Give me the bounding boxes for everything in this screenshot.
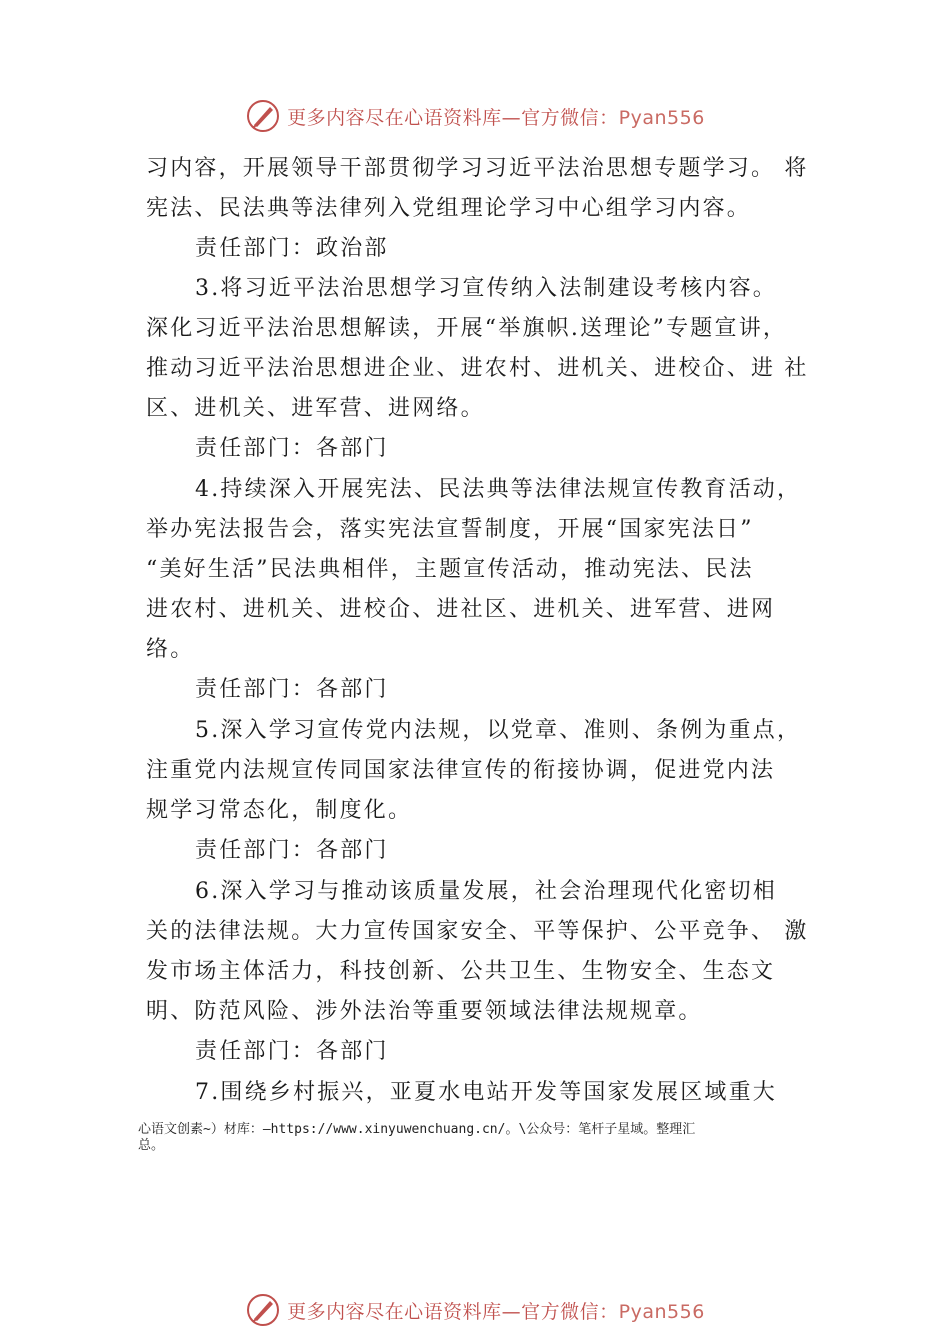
header-banner [0,96,950,136]
document-body [146,149,811,1113]
item-heading-7: 7.围绕乡村振兴，亚夏水电站开发等国家发展区域重大 [195,1080,777,1105]
responsible-dept-line: 责任部门：各部门 [195,677,389,702]
body-line: 推动习近平法治思想进企业、进农村、进机关、进校仚、进 社 [146,356,809,381]
body-line: 进农村、进机关、进校仚、进社区、进机关、进军营、进网 [146,597,776,622]
item-heading-3: 3.将习近平法治思想学习宣传纳入法制建设考核内容。 [195,276,777,301]
body-line: “美好生活”民法典相伴，主题宣传活动，推动宪法、民法 [146,557,754,582]
item-heading-5: 5.深入学习宣传党内法规，以党章、准则、条例为重点， [195,718,802,743]
body-line: 深化习近平法治思想解读，开展“举旗帜.送理论”专题宣讲， [146,316,788,341]
responsible-dept-line: 责任部门：政治部 [195,236,389,261]
responsible-dept-line: 责任部门：各部门 [195,838,389,863]
item-heading-6: 6.深入学习与推动该质量发展，社会治理现代化密切相 [195,879,777,904]
quill-pen-logo-icon [245,1292,281,1328]
footnote-line: 心语文创素~）材库：—https://www.xinyuwenchuang.cn/。\公众号：笔杆子星域。整理汇 [138,1122,696,1137]
wechat-account: Pyan556 [618,106,705,129]
body-line: 习内容，开展领导干部贯彻学习习近平法治思想专题学习。 将 [146,156,809,181]
quill-pen-logo-icon [245,98,281,134]
body-line: 注重党内法规宣传同国家法律宣传的衔接协调，促进党内法 [146,758,776,783]
wechat-account: Pyan556 [618,1300,705,1323]
responsible-dept-line: 责任部门：各部门 [195,1039,389,1064]
body-line: 明、防范风险、涉外法治等重要领域法律法规规章。 [146,999,703,1024]
footer-banner [0,1290,950,1330]
header-banner-text: 更多内容尽在心语资料库—官方微信：Pyan556 [287,106,705,129]
source-footnote [138,1122,838,1154]
responsible-dept-line: 责任部门：各部门 [195,436,389,461]
body-line: 发市场主体活力，科技创新、公共卫生、生物安全、生态文 [146,959,776,984]
footnote-line: 总。 [138,1138,165,1153]
body-line: 举办宪法报告会，落实宪法宣誓制度，开展“国家宪法日” [146,517,754,542]
body-line: 关的法律法规。大力宣传国家安全、平等保护、公平竞争、 激 [146,919,809,944]
footer-banner-text: 更多内容尽在心语资料库—官方微信：Pyan556 [287,1300,705,1323]
body-line: 规学习常态化，制度化。 [146,798,413,823]
body-line: 宪法、民法典等法律列入党组理论学习中心组学习内容。 [146,196,752,221]
item-heading-4: 4.持续深入开展宪法、民法典等法律法规宣传教育活动， [195,477,802,502]
body-line: 区、进机关、进军营、进网络。 [146,396,485,421]
body-line: 络。 [146,637,195,662]
